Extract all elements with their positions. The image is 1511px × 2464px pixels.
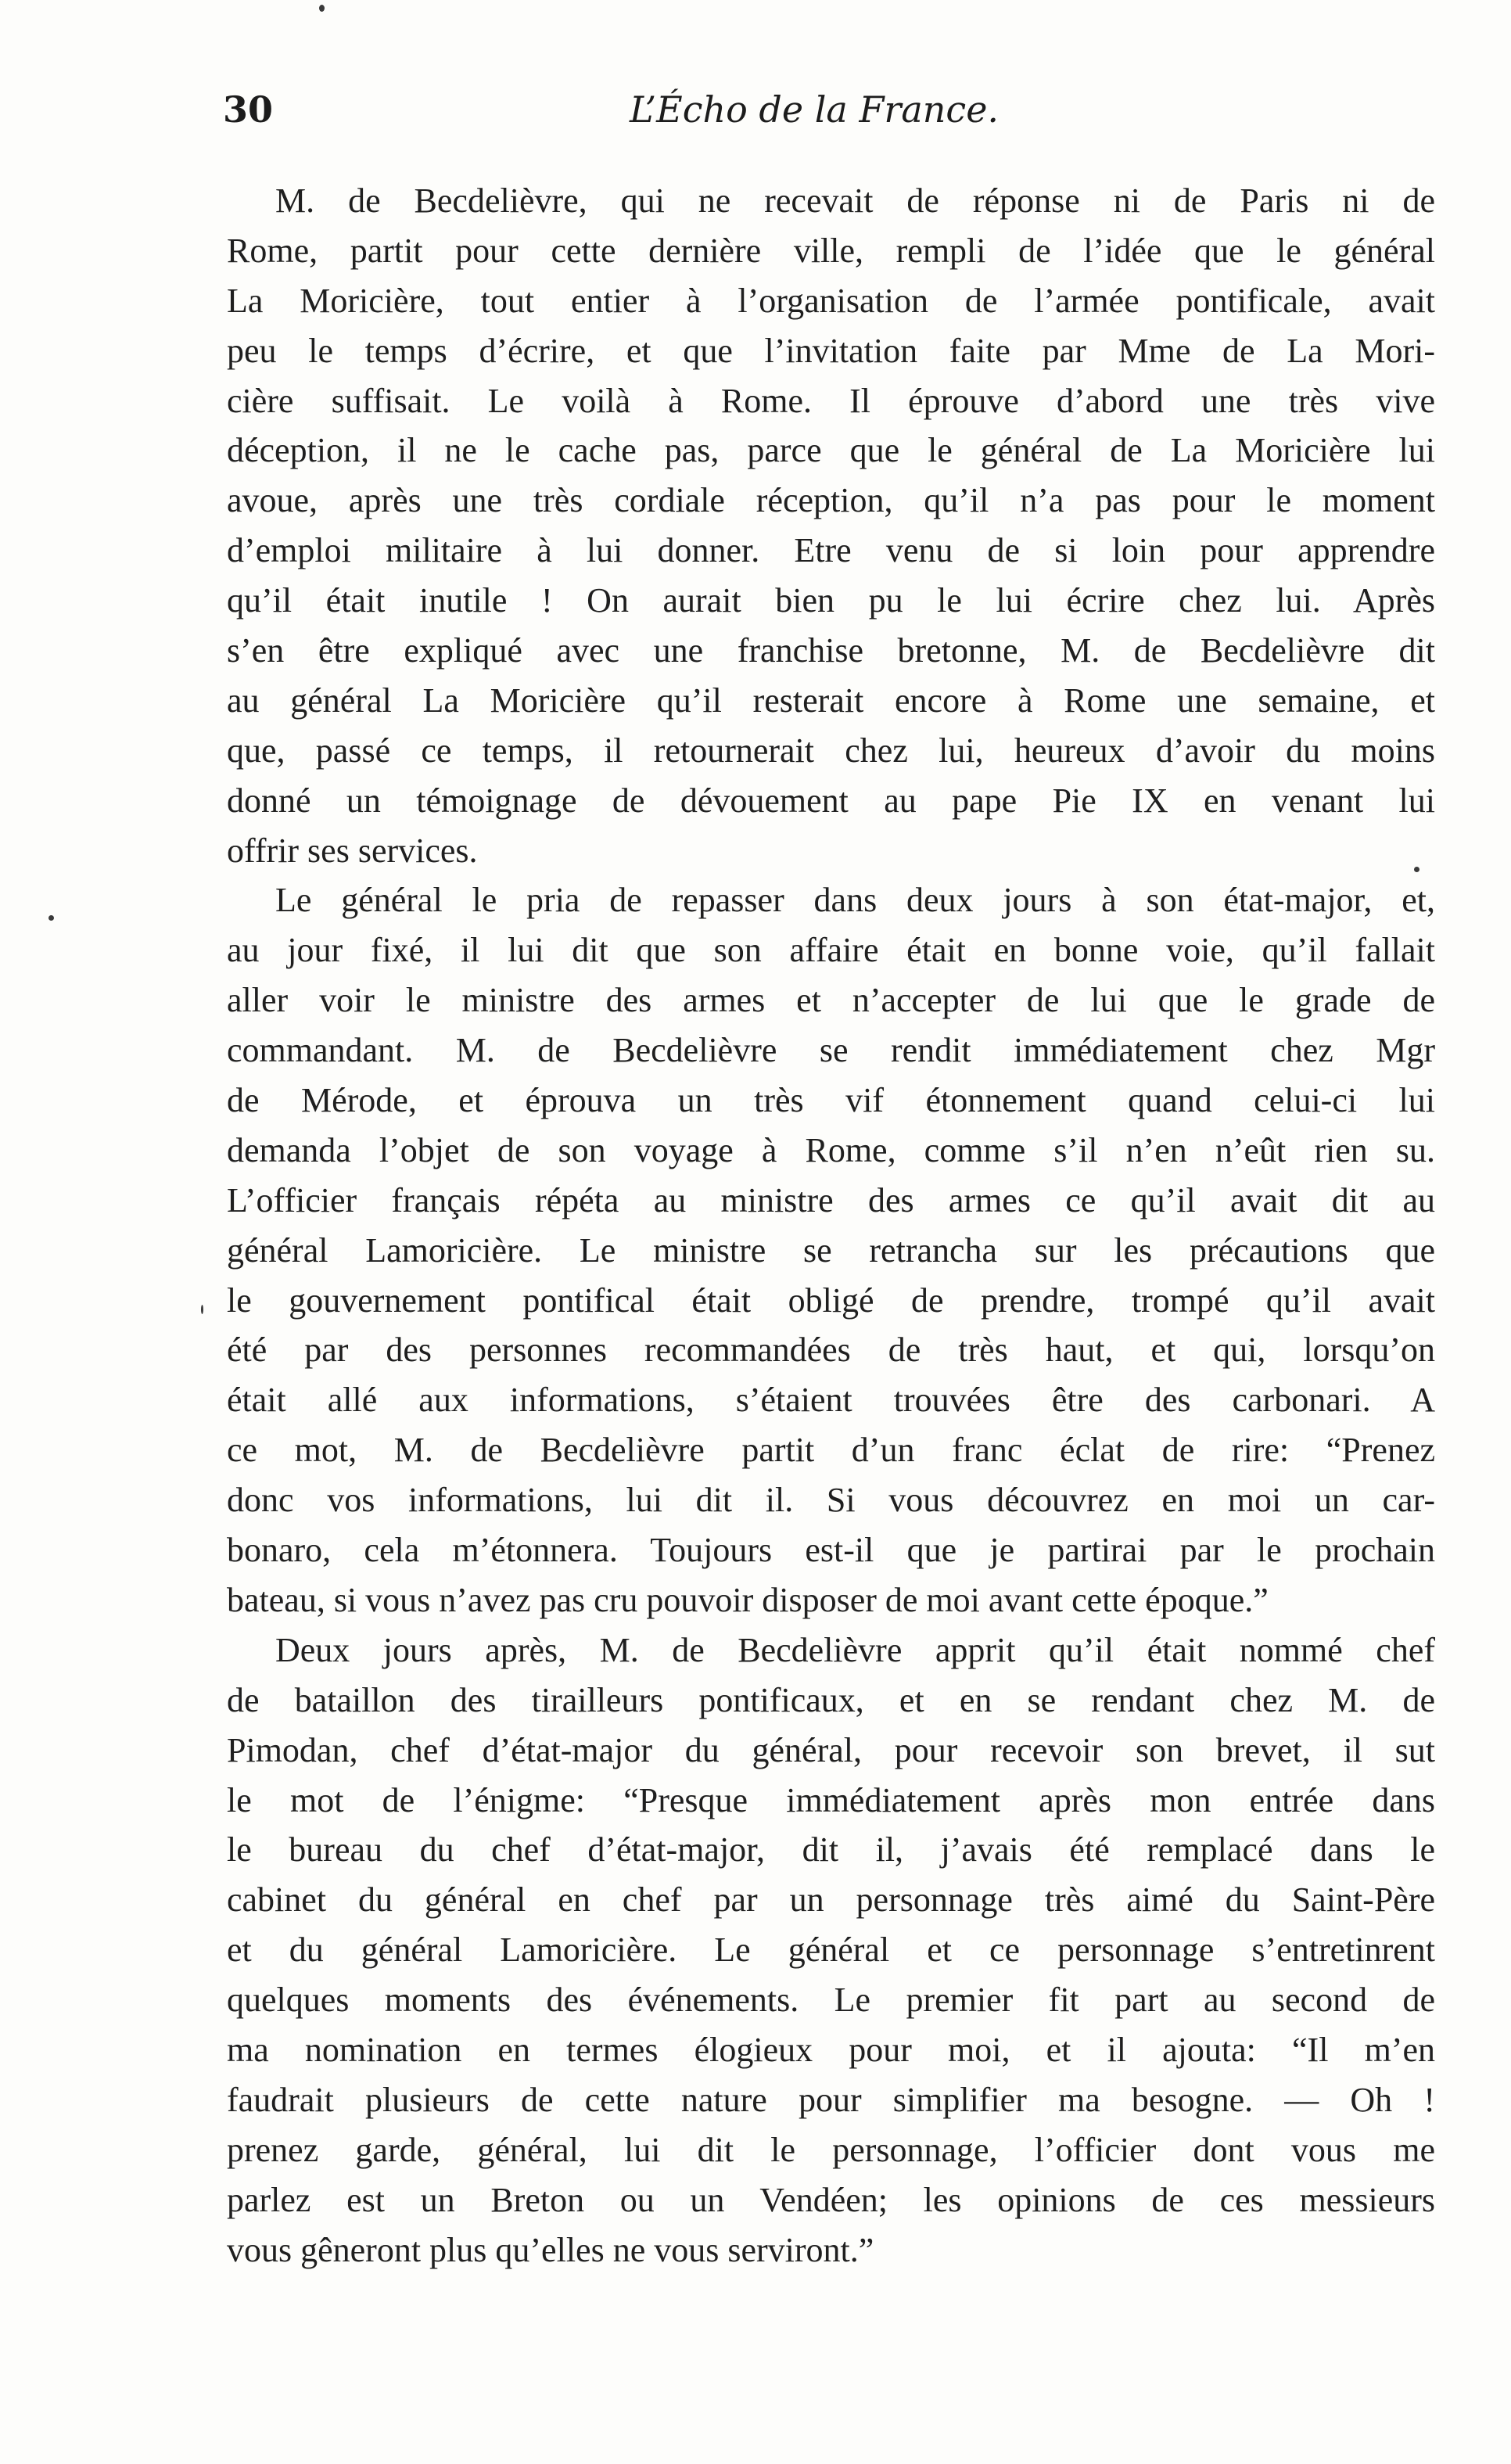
text-line: vous gêneront plus qu’elles ne vous serviront.”: [227, 2230, 874, 2269]
text-line: bonaro, cela m’étonnera. Toujours est-il que je partirai par le prochain: [227, 1531, 1435, 1570]
text-line: peu le temps d’écrire, et que l’invitation faite par Mme de La Mori-: [227, 331, 1435, 370]
text-line: La Moricière, tout entier à l’organisation de l’armée pontificale, avait: [227, 281, 1435, 320]
text-line: de Mérode, et éprouva un très vif étonnement quand celui-ci lui: [227, 1081, 1435, 1120]
text-line: de bataillon des tirailleurs pontificaux, et en se rendant chez M. de: [227, 1680, 1435, 1719]
text-line: prenez garde, général, lui dit le personnage, l’officier dont vous me: [227, 2130, 1435, 2169]
text-line: s’en être expliqué avec une franchise bretonne, M. de Becdelièvre dit: [227, 631, 1435, 670]
text-line: qu’il était inutile ! On aurait bien pu le lui écrire chez lui. Après: [227, 581, 1435, 620]
text-line: offrir ses services.: [227, 831, 478, 870]
print-speck: [201, 1305, 203, 1314]
text-line: d’emploi militaire à lui donner. Etre venu de si loin pour apprendre: [227, 531, 1435, 570]
text-line: donné un témoignage de dévouement au pape Pie IX en venant lui: [227, 781, 1435, 820]
body-text: [227, 176, 1435, 2275]
text-line: ma nomination en termes élogieux pour moi, et il ajouta: “Il m’en: [227, 2030, 1435, 2069]
text-line: Pimodan, chef d’état-major du général, pour recevoir son brevet, il sut: [227, 1730, 1435, 1769]
page-header: [223, 86, 1431, 141]
text-line: ce mot, M. de Becdelièvre partit d’un franc éclat de rire: “Prenez: [227, 1431, 1435, 1470]
text-line: aller voir le ministre des armes et n’accepter de lui que le grade de: [227, 981, 1435, 1020]
text-line: Rome, partit pour cette dernière ville, rempli de l’idée que le général: [227, 231, 1435, 270]
paragraph-1: [227, 176, 1435, 875]
page-number: 30: [223, 88, 274, 131]
print-speck: [319, 5, 325, 12]
paragraph-2: [227, 875, 1435, 1625]
text-line: commandant. M. de Becdelièvre se rendit immédiatement chez Mgr: [227, 1031, 1435, 1070]
running-title: L’Écho de la France.: [630, 88, 1000, 131]
text-line: le mot de l’énigme: “Presque immédiatement après mon entrée dans: [227, 1780, 1435, 1819]
paragraph-3: [227, 1625, 1435, 2275]
text-line: demanda l’objet de son voyage à Rome, comme s’il n’en n’eût rien su.: [227, 1130, 1435, 1169]
text-line: Le général le pria de repasser dans deux jours à son état-major, et,: [275, 881, 1435, 920]
text-line: été par des personnes recommandées de très haut, et qui, lorsqu’on: [227, 1331, 1435, 1370]
text-line: M. de Becdelièvre, qui ne recevait de réponse ni de Paris ni de: [275, 181, 1435, 220]
text-line: cière suffisait. Le voilà à Rome. Il éprouve d’abord une très vive: [227, 381, 1435, 420]
text-line: que, passé ce temps, il retournerait chez lui, heureux d’avoir du moins: [227, 731, 1435, 770]
text-line: bateau, si vous n’avez pas cru pouvoir disposer de moi avant cette époque.”: [227, 1580, 1269, 1619]
text-line: au général La Moricière qu’il resterait encore à Rome une semaine, et: [227, 681, 1435, 720]
text-line: quelques moments des événements. Le premier fit part au second de: [227, 1981, 1435, 2020]
text-line: parlez est un Breton ou un Vendéen; les opinions de ces messieurs: [227, 2180, 1435, 2219]
text-line: était allé aux informations, s’étaient trouvées être des carbonari. A: [227, 1381, 1435, 1420]
print-speck: [48, 915, 54, 921]
text-line: le gouvernement pontifical était obligé de prendre, trompé qu’il avait: [227, 1280, 1435, 1320]
text-line: et du général Lamoricière. Le général et ce personnage s’entretinrent: [227, 1931, 1435, 1970]
text-line: au jour fixé, il lui dit que son affaire était en bonne voie, qu’il fallait: [227, 931, 1435, 970]
text-line: cabinet du général en chef par un personnage très aimé du Saint-Père: [227, 1880, 1435, 1920]
text-line: général Lamoricière. Le ministre se retrancha sur les précautions que: [227, 1230, 1435, 1270]
print-speck: [1414, 867, 1419, 872]
text-line: déception, il ne le cache pas, parce que le général de La Moricière lui: [227, 431, 1435, 470]
text-line: avoue, après une très cordiale réception, qu’il n’a pas pour le moment: [227, 481, 1435, 520]
text-line: le bureau du chef d’état-major, dit il, j’avais été remplacé dans le: [227, 1830, 1435, 1870]
text-line: faudrait plusieurs de cette nature pour simplifier ma besogne. — Oh !: [227, 2080, 1435, 2119]
text-line: donc vos informations, lui dit il. Si vous découvrez en moi un car-: [227, 1481, 1435, 1520]
text-line: L’officier français répéta au ministre des armes ce qu’il avait dit au: [227, 1180, 1435, 1219]
text-line: Deux jours après, M. de Becdelièvre apprit qu’il était nommé chef: [275, 1630, 1435, 1669]
